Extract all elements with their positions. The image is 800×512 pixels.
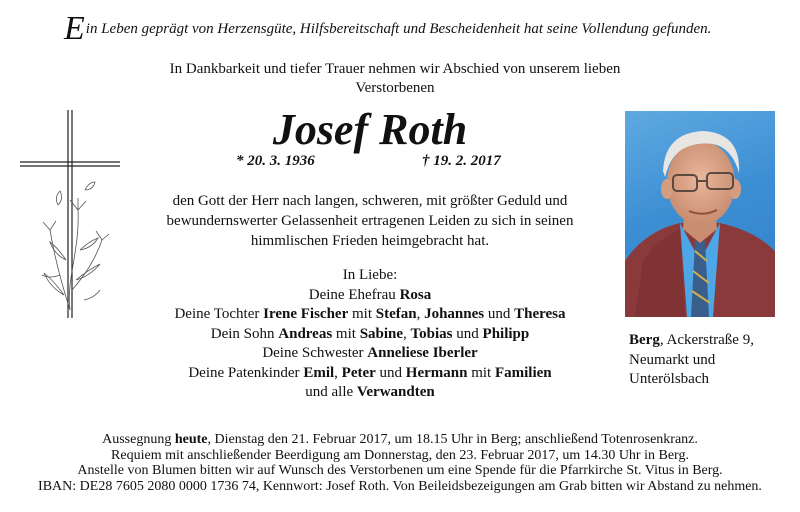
- obituary-line-3: himmlischen Frieden heimgebracht hat.: [250, 233, 490, 249]
- godchild-3: Hermann: [405, 364, 468, 381]
- godchildren-prefix: Deine Patenkinder: [188, 364, 304, 381]
- birth-date: * 20. 3. 1936: [236, 153, 315, 169]
- godchildren-and: und: [375, 364, 406, 381]
- footer-l1-prefix: Aussegnung: [102, 432, 175, 447]
- address-line-3: Unterölsbach: [629, 371, 709, 387]
- daughter-name: Irene Fischer: [263, 306, 349, 322]
- sister-prefix: Deine Schwester: [262, 345, 368, 361]
- family-relatives: [150, 383, 590, 403]
- family-wife: [150, 286, 590, 306]
- daughter-and: und: [484, 306, 515, 322]
- daughter-child-1: Stefan: [375, 306, 417, 322]
- relatives-prefix: und alle: [305, 384, 357, 400]
- address-street: , Ackerstraße 9,: [659, 332, 754, 348]
- daughter-mid: mit: [348, 306, 376, 322]
- daughter-child-2: Johannes: [424, 306, 485, 322]
- portrait-photo: [625, 111, 775, 317]
- obituary-line-1: den Gott der Herr nach langen, schweren, mit größter Geduld und: [172, 193, 568, 209]
- family-son: [150, 325, 590, 345]
- daughter-sep: ,: [416, 306, 425, 322]
- death-date: † 19. 2. 2017: [422, 153, 501, 169]
- son-name: Andreas: [278, 325, 333, 342]
- godchildren-mid: mit: [467, 364, 495, 381]
- address-town: Berg: [629, 332, 660, 348]
- wife-prefix: Deine Ehefrau: [308, 286, 400, 303]
- son-child-1: Sabine: [359, 325, 404, 342]
- address-block: [629, 331, 799, 390]
- footer-line-4: IBAN: DE28 7605 2080 0000 1736 74, Kennwort: Josef Roth. Von Beileidsbezeigungen am Grab bitten wir Abstand zu nehmen.: [38, 478, 762, 494]
- relatives-name: Verwandten: [356, 384, 435, 400]
- son-mid: mit: [332, 325, 360, 342]
- family-heading: In Liebe:: [342, 267, 398, 283]
- family-godchildren: [150, 364, 590, 384]
- godchildren-families: Familien: [494, 364, 552, 381]
- footer-line-3: Anstelle von Blumen bitten wir auf Wunsch des Verstorbenen um eine Spende für die Pfarrkirche St. Vitus in Berg.: [77, 463, 723, 478]
- footer-line-1: [0, 432, 800, 448]
- family-sister: [150, 344, 590, 364]
- motto-initial: E: [64, 10, 85, 47]
- intro-line-2: Verstorbenen: [355, 80, 435, 96]
- motto-line: [64, 6, 784, 47]
- family-list: [150, 266, 590, 403]
- deceased-name: Josef Roth: [272, 105, 468, 154]
- son-sep: ,: [403, 325, 411, 342]
- motto-text: in Leben geprägt von Herzensgüte, Hilfsbereitschaft und Bescheidenheit hat seine Vollendung gefunden.: [85, 21, 712, 37]
- address-line-2: Neumarkt und: [629, 351, 716, 368]
- son-and: und: [452, 325, 483, 342]
- funeral-details: [0, 432, 800, 494]
- footer-l1-rest: , Dienstag den 21. Februar 2017, um 18.15 Uhr in Berg; anschließend Totenrosenkranz.: [207, 432, 698, 447]
- cross-with-lily-icon: [20, 110, 130, 320]
- sister-name: Anneliese Iberler: [367, 345, 478, 361]
- footer-l1-bold: heute: [174, 432, 208, 447]
- intro-text: [100, 60, 690, 98]
- obituary-text: [150, 191, 590, 251]
- son-child-3: Philipp: [482, 325, 530, 342]
- son-child-2: Tobias: [410, 325, 453, 342]
- daughter-prefix: Deine Tochter: [174, 306, 264, 322]
- intro-line-1: In Dankbarkeit und tiefer Trauer nehmen wir Abschied von unserem lieben: [169, 61, 621, 77]
- godchildren-sep: ,: [334, 364, 342, 381]
- son-prefix: Dein Sohn: [210, 325, 279, 342]
- godchild-2: Peter: [341, 364, 376, 381]
- wife-name: Rosa: [399, 286, 432, 303]
- footer-line-2: Requiem mit anschließender Beerdigung am Donnerstag, den 23. Februar 2017, um 14.30 Uhr in Berg.: [111, 447, 689, 463]
- address-line-1: [629, 331, 799, 351]
- obituary-line-2: bewundernswerter Gelassenheit ertragenen Leiden zu sich in seinen: [166, 213, 574, 229]
- daughter-child-3: Theresa: [514, 306, 566, 322]
- godchild-1: Emil: [303, 364, 335, 381]
- family-daughter: [150, 305, 590, 325]
